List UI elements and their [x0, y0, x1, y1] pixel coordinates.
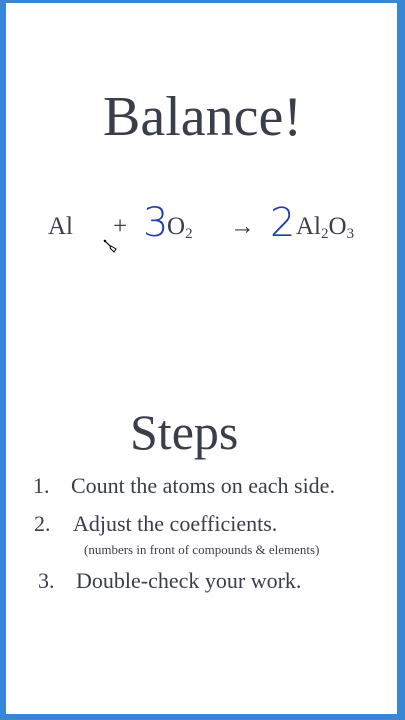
- step-number: 1.: [33, 473, 50, 498]
- step-item: [34, 509, 277, 539]
- reactant-o2: [167, 205, 193, 249]
- product-al-subscript: 2: [321, 226, 329, 242]
- product-al2o3: [296, 205, 354, 249]
- plus-sign: +: [113, 213, 128, 240]
- step-text: Double-check your work.: [76, 568, 302, 593]
- reaction-arrow: →: [230, 213, 255, 240]
- step-item: [33, 471, 335, 501]
- product-o-subscript: 3: [346, 226, 355, 242]
- product-o-symbol: O: [328, 213, 347, 240]
- step-text: Adjust the coefficients.: [73, 511, 278, 536]
- step-text: Count the atoms on each side.: [71, 473, 335, 498]
- reactant-al: Al: [48, 213, 73, 240]
- handwritten-coefficient-o2: 3: [143, 200, 169, 246]
- frame-bottom-border: [0, 714, 405, 720]
- step-item: [38, 566, 301, 596]
- handwritten-coefficient-product: 2: [270, 200, 296, 246]
- step-number: 3.: [38, 568, 55, 593]
- product-al-symbol: Al: [296, 213, 321, 240]
- o2-symbol: O: [167, 213, 186, 240]
- frame-top-border: [0, 0, 405, 3]
- page-title: Balance!: [103, 86, 302, 148]
- coefficients-note: (numbers in front of compounds & elements): [84, 542, 320, 557]
- pen-cursor-icon: [102, 238, 120, 261]
- o2-subscript: 2: [185, 226, 193, 242]
- step-number: 2.: [34, 511, 51, 536]
- steps-heading: Steps: [130, 404, 239, 460]
